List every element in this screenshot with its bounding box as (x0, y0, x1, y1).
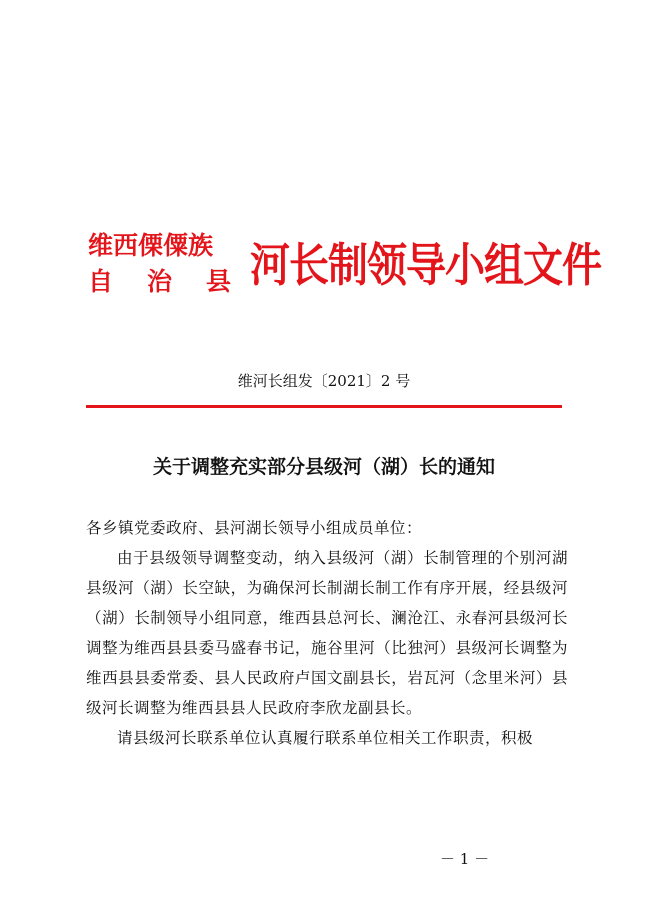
body-paragraph: 由于县级领导调整变动，纳入县级河（湖）长制管理的个别河湖县级河（湖）长空缺，为确保河长制湖长制工作有序开展，经县级河（湖）长制领导小组同意，维西县总河长、澜沧江、永春河县级河长调整为维西县县委马盛春书记，施谷里河（比独河）县级河长调整为维西县县委常委、县人民政府卢国文副县长，岩瓦河（念里米河）县级河长调整为维西县县人民政府李欣龙副县长。 (86, 549, 568, 717)
authority-char: 县 (206, 267, 232, 296)
page-number: － 1 － (440, 850, 490, 868)
authority-line-2 (88, 264, 238, 300)
authority-char: 自 (88, 267, 114, 296)
document-body (86, 513, 568, 753)
authority-line-1: 维西傈僳族 (88, 231, 214, 260)
salutation: 各乡镇党委政府、县河湖长领导小组成员单位： (86, 519, 423, 537)
issuing-authority (88, 228, 238, 300)
document-masthead-title: 河长制领导小组文件 (250, 238, 601, 293)
authority-char: 治 (147, 267, 173, 296)
red-divider-line (86, 405, 562, 408)
notice-title: 关于调整充实部分县级河（湖）长的通知 (152, 456, 495, 478)
document-number: 维河长组发〔2021〕2 号 (237, 372, 411, 390)
body-paragraph: 请县级河长联系单位认真履行联系单位相关工作职责，积极 (117, 729, 534, 747)
